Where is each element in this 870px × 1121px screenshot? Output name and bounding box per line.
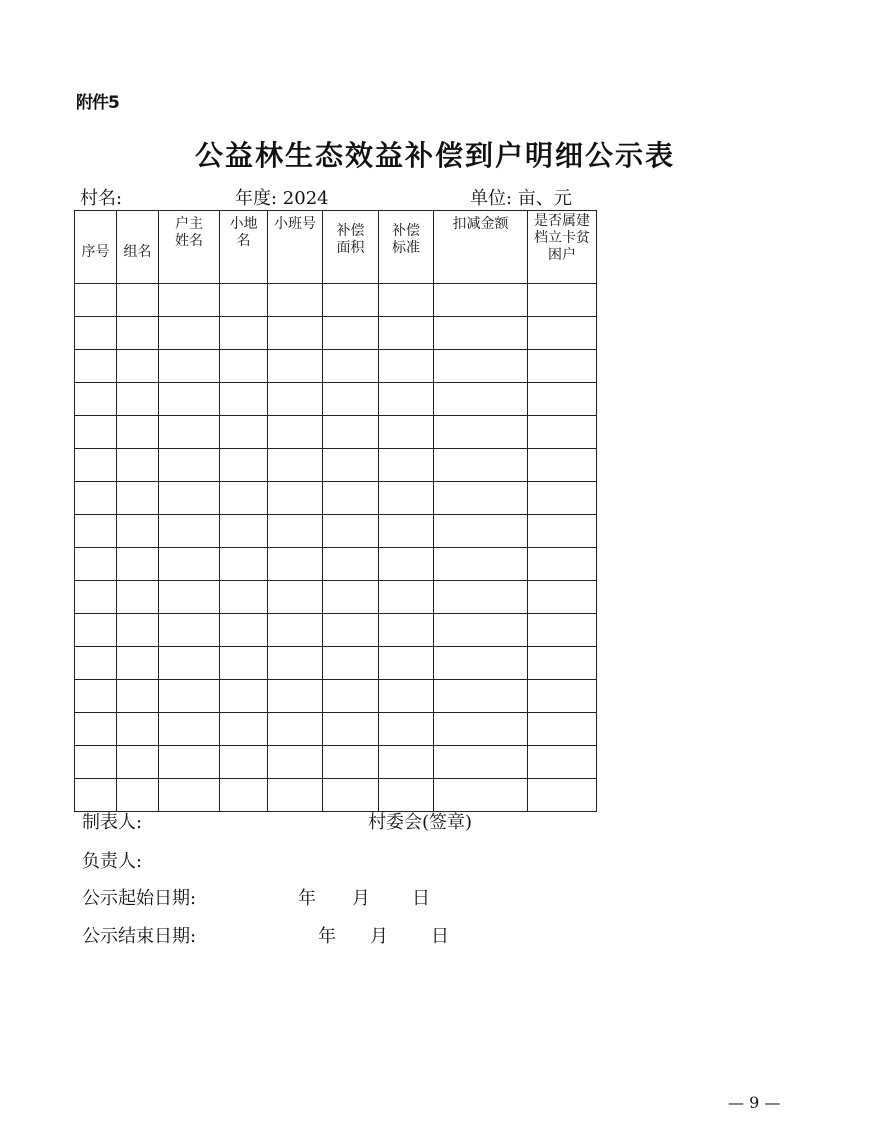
table-cell [528, 482, 597, 515]
table-cell [117, 548, 159, 581]
table-cell [220, 317, 268, 350]
table-cell [75, 482, 117, 515]
table-cell [528, 713, 597, 746]
table-cell [434, 317, 528, 350]
table-cell [379, 548, 434, 581]
table-cell [268, 746, 323, 779]
table-cell [220, 548, 268, 581]
table-cell [117, 350, 159, 383]
table-cell [379, 284, 434, 317]
table-cell [159, 350, 220, 383]
table-cell [528, 746, 597, 779]
table-cell [434, 383, 528, 416]
table-cell [117, 647, 159, 680]
table-cell [379, 449, 434, 482]
table-cell [117, 482, 159, 515]
attachment-label: 附件5 [76, 93, 119, 113]
table-cell [220, 581, 268, 614]
header-deduction: 扣减金额 [434, 211, 528, 284]
table-cell [75, 713, 117, 746]
table-cell [220, 779, 268, 812]
table-cell [379, 515, 434, 548]
table-cell [379, 350, 434, 383]
table-cell [117, 416, 159, 449]
table-cell [159, 317, 220, 350]
table-cell [75, 746, 117, 779]
table-cell [528, 614, 597, 647]
table-cell [323, 515, 379, 548]
table-cell [268, 647, 323, 680]
table-cell [220, 350, 268, 383]
table-cell [434, 746, 528, 779]
end-month-char: 月 [370, 926, 388, 947]
table-cell [75, 515, 117, 548]
table-cell [323, 284, 379, 317]
table-cell [268, 317, 323, 350]
preparer-label: 制表人: [82, 812, 143, 833]
table-cell [323, 779, 379, 812]
table-cell [159, 713, 220, 746]
end-day-char: 日 [431, 926, 449, 947]
table-cell [117, 746, 159, 779]
table-cell [528, 416, 597, 449]
table-cell [159, 284, 220, 317]
table-cell [159, 647, 220, 680]
table-cell [75, 779, 117, 812]
table-cell [268, 779, 323, 812]
table-cell [117, 284, 159, 317]
table-cell [220, 383, 268, 416]
table-row [75, 449, 597, 482]
header-group: 组名 [117, 211, 159, 284]
table-cell [75, 317, 117, 350]
header-area: 补偿面积 [323, 211, 379, 284]
table-cell [220, 515, 268, 548]
table-cell [528, 779, 597, 812]
table-cell [117, 449, 159, 482]
table-cell [75, 284, 117, 317]
table-cell [268, 548, 323, 581]
table-row [75, 779, 597, 812]
table-row [75, 548, 597, 581]
table-cell [75, 449, 117, 482]
table-cell [220, 647, 268, 680]
committee-seal-label: 村委会(签章) [368, 812, 473, 833]
table-cell [220, 680, 268, 713]
table-cell [117, 614, 159, 647]
start-day-char: 日 [412, 888, 430, 909]
table-cell [159, 515, 220, 548]
table-cell [159, 482, 220, 515]
table-cell [323, 680, 379, 713]
table-row [75, 581, 597, 614]
table-cell [220, 416, 268, 449]
table-cell [75, 680, 117, 713]
table-cell [268, 515, 323, 548]
header-householder: 户主姓名 [159, 211, 220, 284]
table-row [75, 317, 597, 350]
table-row [75, 713, 597, 746]
table-cell [434, 779, 528, 812]
table-cell [268, 614, 323, 647]
table-row [75, 383, 597, 416]
table-cell [268, 350, 323, 383]
table-cell [268, 449, 323, 482]
table-cell [434, 416, 528, 449]
responsible-label: 负责人: [82, 851, 143, 872]
table-cell [528, 680, 597, 713]
table-cell [268, 713, 323, 746]
table-cell [528, 317, 597, 350]
table-cell [323, 746, 379, 779]
table-cell [75, 581, 117, 614]
table-cell [528, 548, 597, 581]
table-row [75, 350, 597, 383]
table-row [75, 680, 597, 713]
table-cell [159, 416, 220, 449]
table-cell [379, 482, 434, 515]
table-cell [379, 746, 434, 779]
table-cell [117, 515, 159, 548]
table-cell [434, 548, 528, 581]
table-cell [528, 515, 597, 548]
table-cell [159, 614, 220, 647]
table-cell [379, 383, 434, 416]
table-cell [159, 680, 220, 713]
compensation-table [74, 210, 597, 812]
table-cell [379, 713, 434, 746]
table-row [75, 614, 597, 647]
start-month-char: 月 [352, 888, 370, 909]
table-body [75, 284, 597, 812]
header-standard: 补偿标准 [379, 211, 434, 284]
table-cell [434, 581, 528, 614]
table-cell [75, 614, 117, 647]
table-cell [323, 581, 379, 614]
table-cell [159, 581, 220, 614]
table-cell [117, 779, 159, 812]
header-place: 小地名 [220, 211, 268, 284]
table-cell [117, 581, 159, 614]
table-cell [220, 449, 268, 482]
table-cell [117, 317, 159, 350]
table-cell [159, 548, 220, 581]
table-cell [434, 713, 528, 746]
table-cell [434, 449, 528, 482]
table-cell [268, 416, 323, 449]
table-cell [528, 383, 597, 416]
start-date-label: 公示起始日期: [82, 888, 197, 909]
table-row [75, 515, 597, 548]
table-cell [379, 614, 434, 647]
end-date-label: 公示结束日期: [82, 926, 197, 947]
table-cell [117, 680, 159, 713]
table-cell [220, 713, 268, 746]
table-row [75, 416, 597, 449]
table-cell [434, 614, 528, 647]
header-seq: 序号 [75, 211, 117, 284]
end-year-char: 年 [318, 926, 336, 947]
table-cell [75, 350, 117, 383]
table-cell [434, 680, 528, 713]
table-cell [323, 713, 379, 746]
table-cell [220, 482, 268, 515]
table-cell [379, 680, 434, 713]
table-cell [528, 647, 597, 680]
table-cell [323, 350, 379, 383]
table-cell [434, 647, 528, 680]
table-cell [323, 317, 379, 350]
table-cell [323, 614, 379, 647]
page-title: 公益林生态效益补偿到户明细公示表 [194, 139, 675, 172]
table-row [75, 746, 597, 779]
table-cell [379, 779, 434, 812]
table-cell [268, 383, 323, 416]
table-cell [159, 449, 220, 482]
table-cell [323, 647, 379, 680]
village-label: 村名: [80, 188, 123, 209]
table-cell [268, 680, 323, 713]
table-cell [220, 284, 268, 317]
unit-label: 单位: 亩、元 [470, 188, 572, 209]
table-cell [75, 383, 117, 416]
table-cell [159, 383, 220, 416]
table-cell [75, 647, 117, 680]
table-cell [528, 581, 597, 614]
table-cell [117, 713, 159, 746]
start-year-char: 年 [298, 888, 316, 909]
table-cell [268, 581, 323, 614]
table-cell [159, 779, 220, 812]
table-header-row [75, 211, 597, 284]
table-cell [323, 482, 379, 515]
year-label: 年度: 2024 [235, 188, 329, 209]
table-cell [434, 515, 528, 548]
header-poor: 是否属建档立卡贫困户 [528, 211, 597, 284]
table-row [75, 482, 597, 515]
page-number: — 9 — [728, 1093, 781, 1112]
table-cell [220, 746, 268, 779]
table-cell [379, 581, 434, 614]
table-cell [434, 284, 528, 317]
table-cell [75, 416, 117, 449]
table-cell [379, 416, 434, 449]
table-cell [268, 284, 323, 317]
table-row [75, 647, 597, 680]
table-cell [379, 317, 434, 350]
table-cell [75, 548, 117, 581]
table-cell [159, 746, 220, 779]
header-plot: 小班号 [268, 211, 323, 284]
table-cell [434, 350, 528, 383]
table-cell [528, 350, 597, 383]
table-cell [323, 383, 379, 416]
table-cell [117, 383, 159, 416]
table-cell [220, 614, 268, 647]
table-cell [268, 482, 323, 515]
table-cell [323, 449, 379, 482]
table-cell [528, 449, 597, 482]
table-cell [323, 416, 379, 449]
table-cell [379, 647, 434, 680]
table-cell [528, 284, 597, 317]
table-cell [434, 482, 528, 515]
table-row [75, 284, 597, 317]
table-cell [323, 548, 379, 581]
